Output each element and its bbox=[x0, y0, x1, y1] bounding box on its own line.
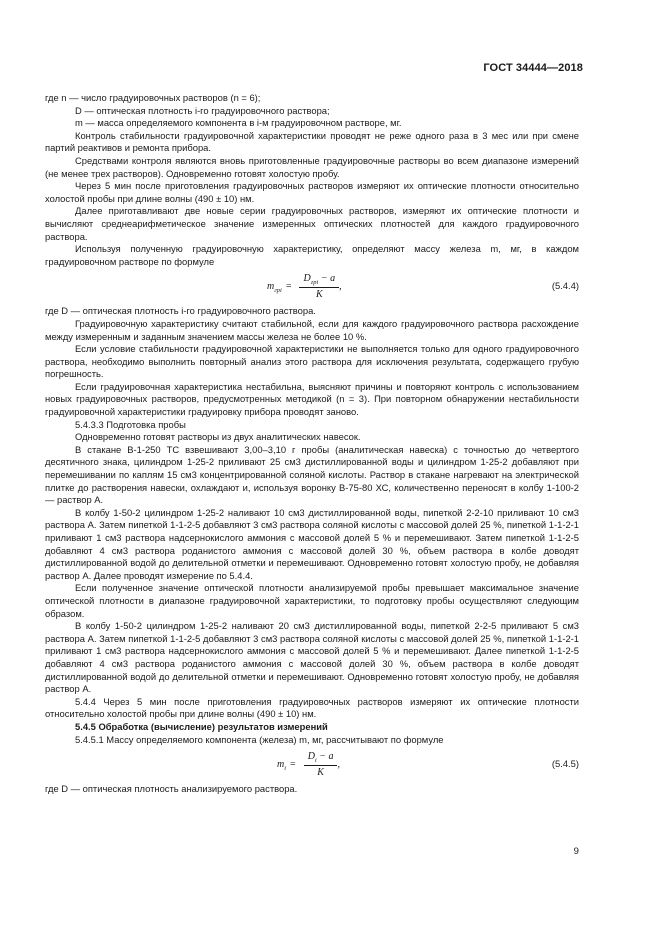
paragraph-7: Далее приготавливают две новые серии градуировочных растворов, измеряют их оптические плотности и вычисляют среднеарифметическое значение измеренных оптических плотностей для каждого градуировочного раствора. bbox=[45, 205, 579, 242]
formula-5-4-4-denominator: K bbox=[315, 288, 323, 300]
paragraph-19: 5.4.4 Через 5 мин после приготовления градуировочных растворов измеряют их оптические плотности относительно холостой пробы при длине волны (490 ± 10) нм. bbox=[45, 695, 579, 720]
formula-5-4-4-comma: , bbox=[339, 281, 342, 293]
paragraph-21: 5.4.5.1 Массу определяемого компонента (железа) m, мг, рассчитывают по формуле bbox=[75, 733, 444, 745]
paragraph-8: Используя полученную градуировочную характеристику, определяют массу железа m, мг, в каждом градуировочном растворе по формуле bbox=[45, 243, 579, 267]
document-body bbox=[45, 92, 579, 796]
formula-5-4-5-comma: , bbox=[337, 758, 340, 770]
paragraph-22: где D — оптическая плотность анализируемого раствора. bbox=[45, 783, 298, 795]
formula-5-4-4-fraction bbox=[299, 273, 339, 301]
paragraph-9: где D — оптическая плотность i-го градуировочного раствора. bbox=[45, 305, 316, 317]
paragraph-17: Если полученное значение оптической плотности анализируемой пробы превышает максимальное значение оптической плотности в диапазоне градуировочной характеристики, то подготовку пробы осуществляют следующим образом. bbox=[45, 582, 579, 619]
formula-5-4-4 bbox=[45, 272, 579, 302]
formula-5-4-5-denominator: K bbox=[317, 766, 324, 778]
equation-number-5-4-4: (5.4.4) bbox=[551, 280, 579, 292]
formula-5-4-4-expression bbox=[267, 272, 342, 302]
paragraph-4: Контроль стабильности градуировочной характеристики проводят не реже одного раза в 3 мес или при смене партий реактивов и ремонта прибора. bbox=[45, 129, 579, 154]
formula-5-4-4-lhs: $m_{грi}$ bbox=[267, 281, 282, 295]
paragraph-18: В колбу 1-50-2 цилиндром 1-25-2 наливают 20 см3 дистиллированной воды, пипеткой 2-2-5 приливают 5 см3 раствора А. Затем пипеткой 1-1-2-5 добавляют 3 см3 раствора соляной кислоты с массовой долей 25 %, пипеткой 1-1-2-1 приливают 1 см3 раствора надсернокислого аммония с массовой долей 5 % и перемешивают. Далее пипеткой 1-1-2-5 добавляют 4 см3 раствора роданистого аммония с массовой долей 30 %, объем раствора в колбе доводят дистиллированной водой до делительной отметки и перемешивают. Одновременно готовят холостую пробу, не добавляя раствор А. bbox=[45, 620, 579, 695]
formula-5-4-5-lhs: $m_i$ bbox=[277, 758, 287, 772]
equals-sign: = bbox=[290, 758, 296, 770]
paragraph-15: В стакане В-1-250 ТС взвешивают 3,00–3,10 г пробы (аналитическая навеска) с точностью до четвертого десятичного знака, цилиндром 1-25-2 приливают 25 см3 дистиллированной воды и цилиндром 1-25-2 добавляют при перемешивании по каплям 15 см3 концентрированной соляной кислоты. Раствор в стакане нагревают на электрической плитке до растворения навески, охлаждают и, используя воронку В-75-80 ХС, количественно переносят в колбу 1-100-2 — раствор А. bbox=[45, 443, 579, 506]
formula-5-4-5 bbox=[45, 750, 579, 780]
paragraph-14: Одновременно готовят растворы из двух аналитических навесок. bbox=[75, 431, 361, 443]
formula-5-4-5-expression bbox=[277, 750, 340, 780]
standard-number: ГОСТ 34444—2018 bbox=[483, 62, 583, 74]
paragraph-12: Если градуировочная характеристика нестабильна, выясняют причины и повторяют контроль с использованием новых градуировочных растворов, предусмотренных методикой (n = 3). При повторном обнаружении нестабильности градуировочной характеристики градуировку прибора проводят заново. bbox=[45, 380, 579, 418]
section-heading-5-4-3-3: 5.4.3.3 Подготовка пробы bbox=[75, 418, 186, 430]
equals-sign: = bbox=[285, 281, 292, 293]
paragraph-1: где n — число градуировочных растворов (n = 6); bbox=[45, 92, 261, 103]
paragraph-11: Если условие стабильности градуировочной характеристики не выполняется только для одного градуировочного раствора, необходимо выполнить повторный анализ этого раствора для исключения результата, содержащего грубую погрешность. bbox=[45, 343, 579, 380]
formula-5-4-5-fraction bbox=[304, 751, 338, 779]
paragraph-10: Градуировочную характеристику считают стабильной, если для каждого градуировочного раствора расхождение между измеренным и заданным значением массы железа не более 10 %. bbox=[45, 317, 579, 342]
section-heading-5-4-5: 5.4.5 Обработка (вычисление) результатов измерений bbox=[75, 720, 328, 732]
paragraph-3: m — масса определяемого компонента в i-м градуировочном растворе, мг. bbox=[75, 117, 402, 129]
equation-number-5-4-5: (5.4.5) bbox=[551, 758, 579, 770]
paragraph-2: D — оптическая плотность i-го градуировочного раствора; bbox=[75, 104, 330, 116]
page-number: 9 bbox=[573, 846, 579, 857]
paragraph-5: Средствами контроля являются вновь приготовленные градуировочные растворы во всем диапазоне измерений (не менее трех растворов). Одновременно готовят холостую пробу. bbox=[45, 154, 579, 179]
formula-5-4-4-numerator: $D_{грi} - a$ bbox=[299, 273, 339, 288]
paragraph-16: В колбу 1-50-2 цилиндром 1-25-2 наливают 10 см3 дистиллированной воды, пипеткой 2-2-10 приливают 10 см3 раствора А. Затем пипеткой 1-1-2-5 добавляют 3 см3 раствора соляной кислоты с массовой долей 25 %, пипеткой 1-1-2-1 приливают 1 см3 раствора надсернокислого аммония с массовой долей 5 % и перемешивают. Затем пипеткой 1-1-2-5 добавляют 4 см3 раствора роданистого аммония с массовой долей 30 %, объем раствора в колбе доводят дистиллированной водой до делительной отметки и перемешивают. Одновременно готовят холостую пробу, не добавляя раствор А. Далее проводят измерение по 5.4.4. bbox=[45, 506, 579, 581]
formula-5-4-5-numerator: $D_i - a$ bbox=[304, 751, 338, 766]
paragraph-6: Через 5 мин после приготовления градуировочных растворов измеряют их оптические плотности относительно холостой пробы при длине волны (490 ± 10) нм. bbox=[45, 180, 579, 204]
